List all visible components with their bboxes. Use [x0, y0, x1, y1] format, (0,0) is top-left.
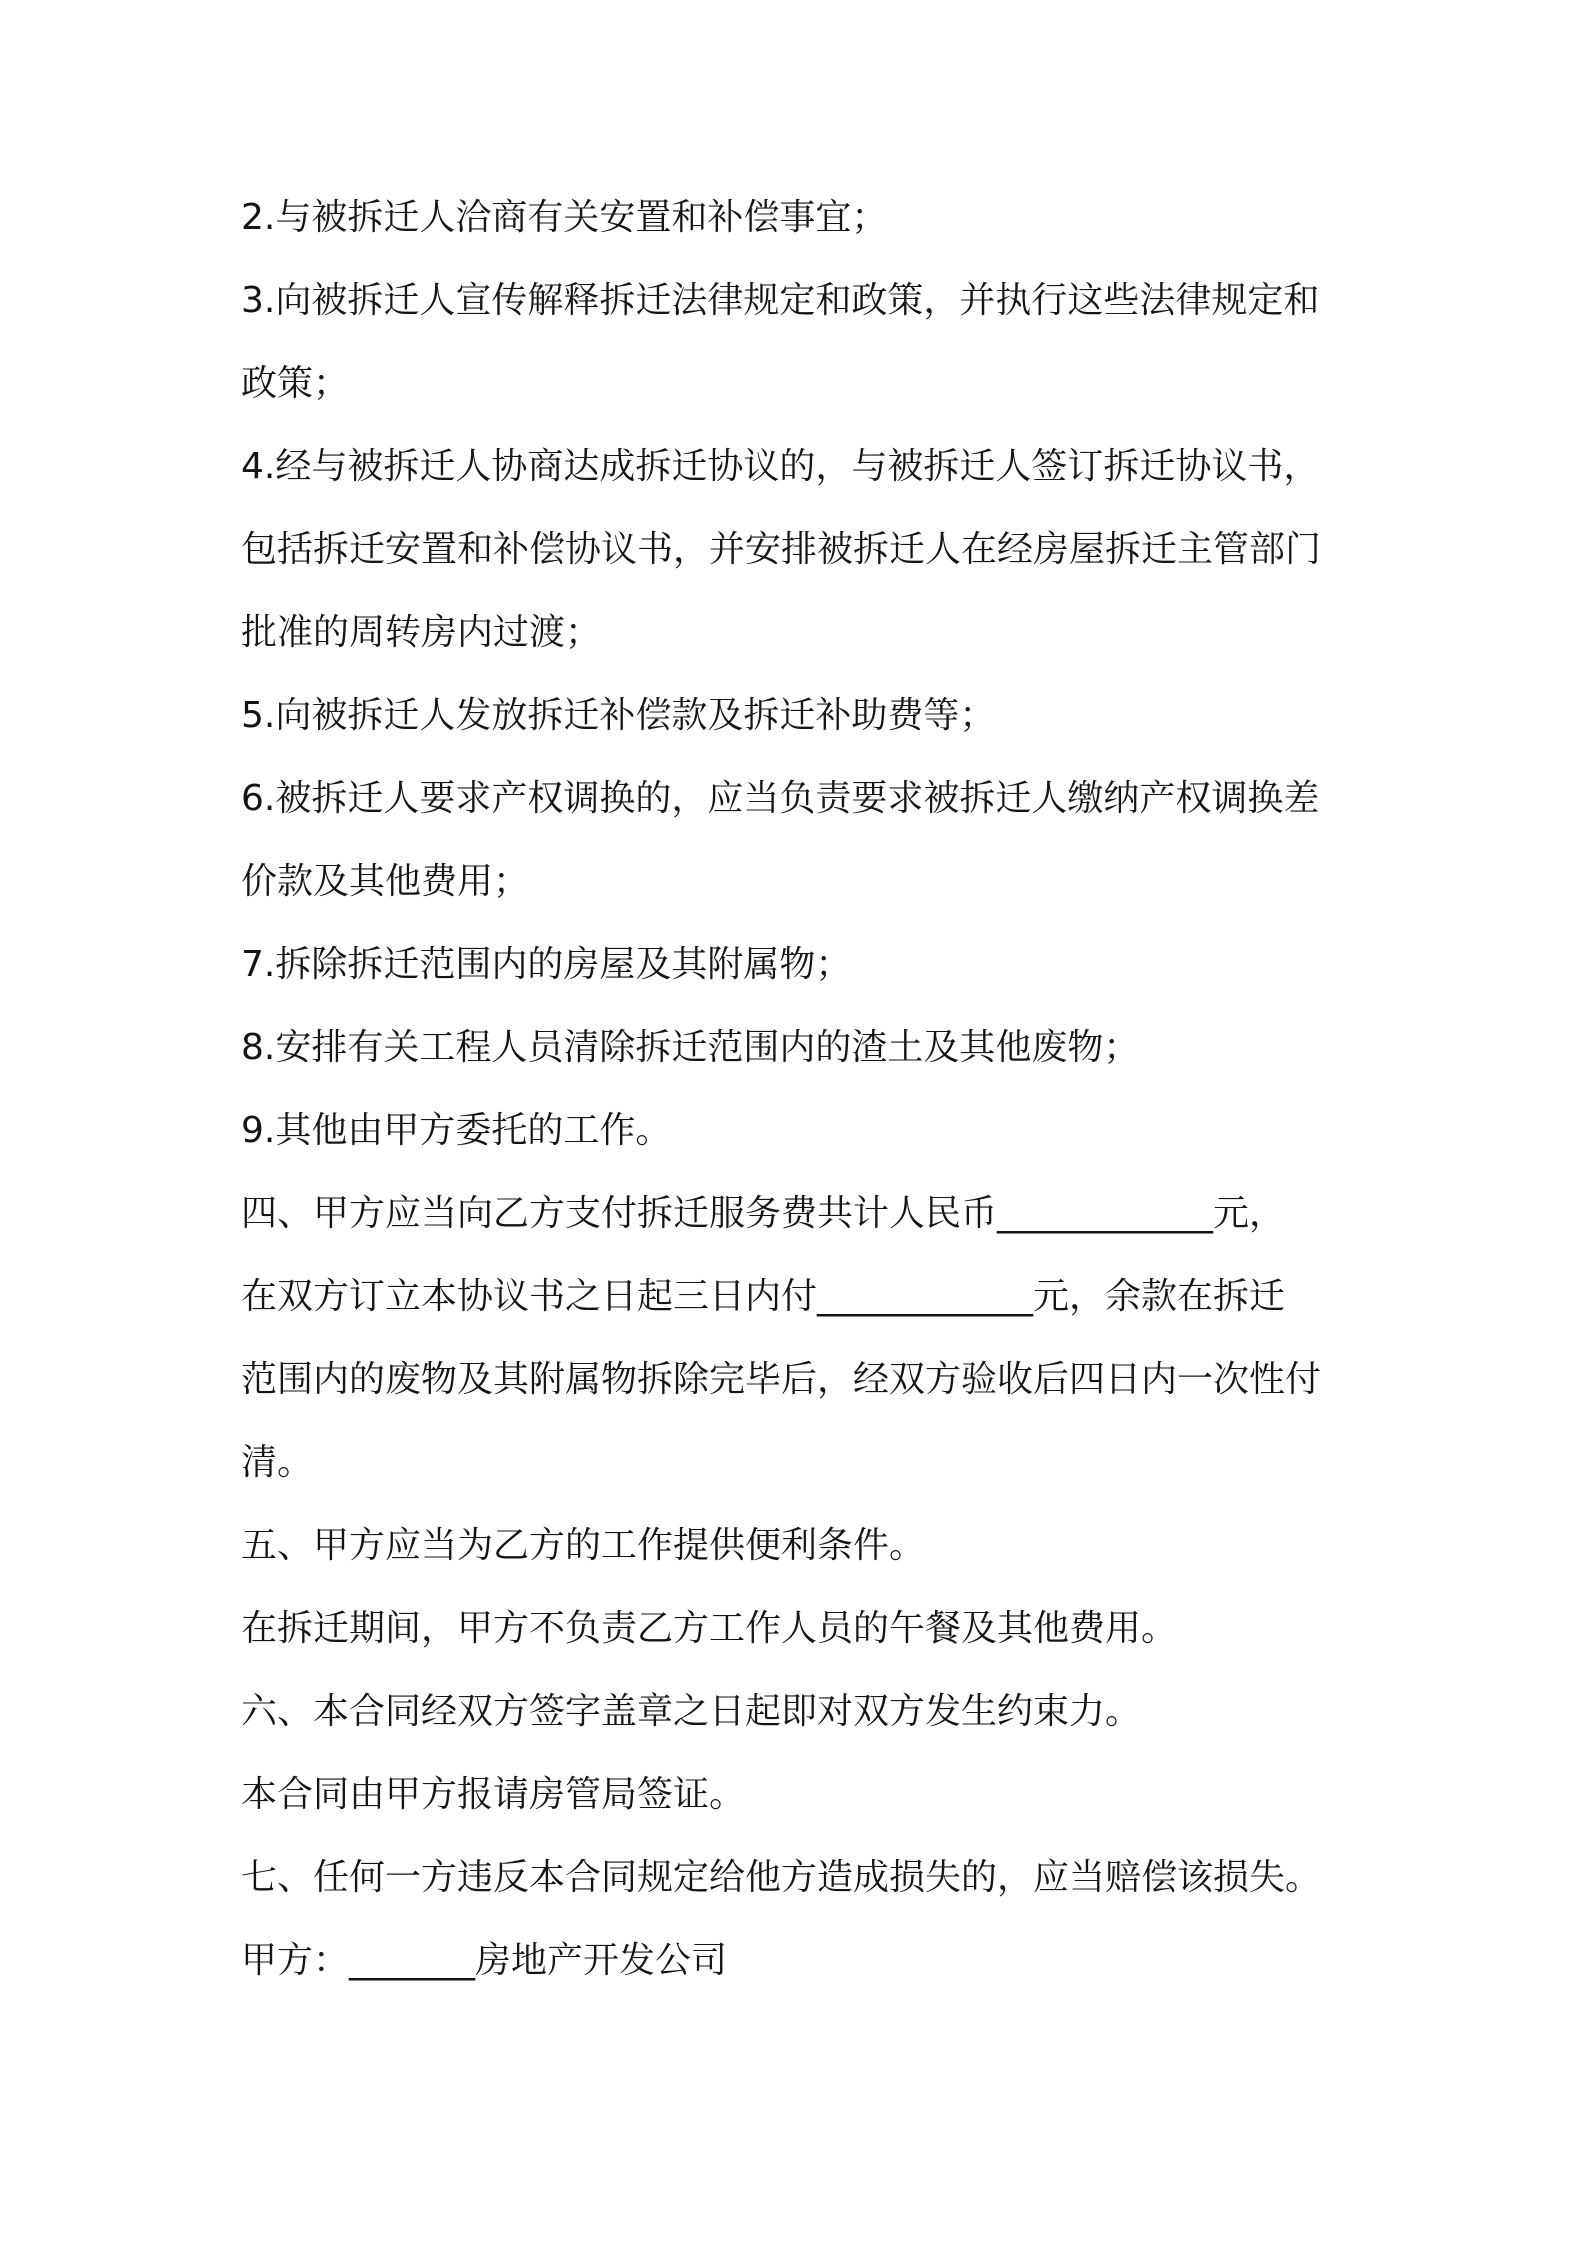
text-line: 6.被拆迁人要求产权调换的，应当负责要求被拆迁人缴纳产权调换差 [241, 778, 1320, 819]
text-line: 批准的周转房内过渡； [241, 612, 602, 653]
text-line: 甲方：_______房地产开发公司 [241, 1940, 728, 1981]
text-line: 政策； [241, 363, 350, 404]
text-line: 六、本合同经双方签字盖章之日起即对双方发生约束力。 [241, 1691, 1142, 1732]
text-line: 五、甲方应当为乙方的工作提供便利条件。 [241, 1525, 926, 1566]
text-line: 9.其他由甲方委托的工作。 [241, 1110, 672, 1151]
text-line: 四、甲方应当向乙方支付拆迁服务费共计人民币____________元， [241, 1193, 1286, 1234]
text-line: 2.与被拆迁人洽商有关安置和补偿事宜； [241, 197, 888, 238]
text-line: 3.向被拆迁人宣传解释拆迁法律规定和政策，并执行这些法律规定和 [241, 280, 1320, 321]
text-line: 范围内的废物及其附属物拆除完毕后，经双方验收后四日内一次性付 [241, 1359, 1322, 1400]
document-body [241, 196, 1361, 1983]
text-line: 5.向被拆迁人发放拆迁补偿款及拆迁补助费等； [241, 695, 996, 736]
text-line: 包括拆迁安置和补偿协议书，并安排被拆迁人在经房屋拆迁主管部门 [241, 529, 1322, 570]
text-line: 4.经与被拆迁人协商达成拆迁协议的，与被拆迁人签订拆迁协议书， [241, 446, 1320, 487]
text-line: 清。 [241, 1442, 314, 1483]
text-line: 8.安排有关工程人员清除拆迁范围内的渣土及其他废物； [241, 1027, 1140, 1068]
text-line: 七、任何一方违反本合同规定给他方造成损失的，应当赔偿该损失。 [241, 1857, 1322, 1898]
text-line: 在双方订立本协议书之日起三日内付____________元，余款在拆迁 [241, 1276, 1286, 1317]
text-line: 在拆迁期间，甲方不负责乙方工作人员的午餐及其他费用。 [241, 1608, 1178, 1649]
text-line: 本合同由甲方报请房管局签证。 [241, 1774, 746, 1815]
text-line: 价款及其他费用； [241, 861, 530, 902]
text-line: 7.拆除拆迁范围内的房屋及其附属物； [241, 944, 852, 985]
